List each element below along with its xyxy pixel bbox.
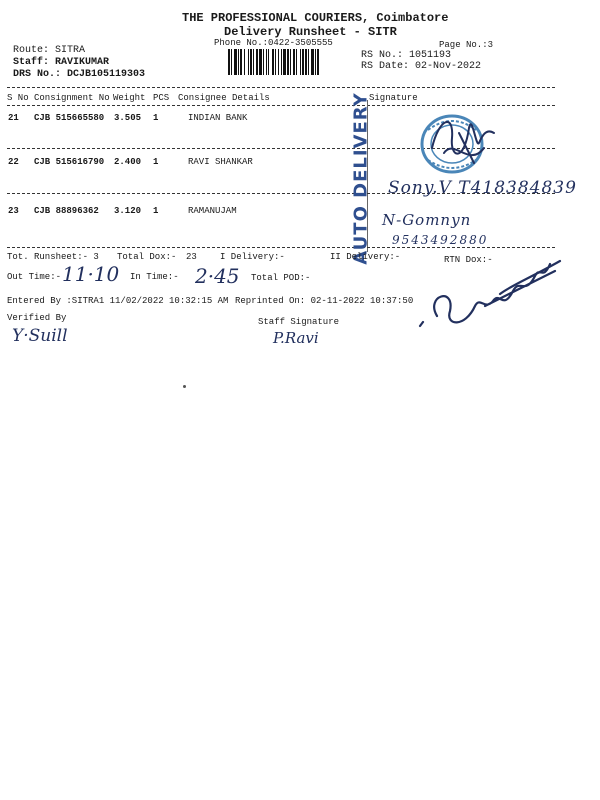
rs-date: RS Date: 02-Nov-2022 [361, 61, 482, 72]
barcode-bar [293, 49, 295, 75]
row-consignee: RAVI SHANKAR [188, 157, 253, 167]
row-weight: 3.120 [114, 206, 142, 216]
verified-by-label: Verified By [7, 313, 67, 323]
ii-delivery: II Delivery:- [330, 252, 401, 262]
row-pcs: 1 [153, 157, 159, 167]
col-consignment: Consignment No [34, 93, 110, 103]
barcode-bar [263, 49, 264, 75]
out-time-label: Out Time:- [7, 272, 62, 282]
signature-scribble [424, 108, 504, 178]
row-consignment: CJB 515665580 [34, 113, 105, 123]
rs-number: RS No.: 1051193 [361, 50, 452, 61]
barcode-bar [256, 49, 258, 75]
ink-dot [183, 385, 186, 388]
row23-phone: 9543492880 [392, 233, 489, 247]
barcode-bar [238, 49, 239, 75]
i-delivery: I Delivery:- [220, 252, 285, 262]
row-pcs: 1 [153, 206, 159, 216]
barcode-bar [305, 49, 307, 75]
col-consignee: Consignee Details [178, 93, 270, 103]
barcode-bar [317, 49, 319, 75]
row23-name: N-Gomnyn [382, 211, 472, 229]
barcode [228, 49, 354, 75]
row-sno: 22 [8, 157, 19, 167]
phone-number: Phone No.:0422-3505555 [214, 38, 333, 48]
total-pod: Total POD:- [251, 273, 311, 283]
barcode-bar [308, 49, 309, 75]
col-pcs: PCS [153, 93, 170, 103]
barcode-bar [248, 49, 249, 75]
barcode-bar [234, 49, 237, 75]
barcode-bar [311, 49, 314, 75]
row-consignment: CJB 515616790 [34, 157, 105, 167]
col-sno: S No [7, 93, 29, 103]
barcode-bar [302, 49, 304, 75]
barcode-bar [281, 49, 282, 75]
col-signature: Signature [369, 93, 418, 103]
barcode-bar [278, 49, 279, 75]
in-time-value: 2·45 [195, 264, 240, 288]
barcode-bar [266, 49, 267, 75]
row-consignee: INDIAN BANK [188, 113, 248, 123]
company-name: THE PROFESSIONAL COURIERS, Coimbatore [182, 11, 449, 25]
barcode-bar [275, 49, 276, 75]
col-weight: Weight [113, 93, 146, 103]
divider [7, 105, 555, 106]
barcode-bar [259, 49, 262, 75]
row-weight: 2.400 [114, 157, 142, 167]
in-time-label: In Time:- [130, 272, 179, 282]
route-label: Route: SITRA [13, 45, 86, 56]
verified-signature: Y·Suill [12, 326, 68, 346]
row22-signature: Sony.V T418384839 [388, 178, 577, 198]
rtn-dox: RTN Dox:- [444, 255, 493, 265]
barcode-bar [240, 49, 242, 75]
barcode-bar [250, 49, 252, 75]
staff-signature-label: Staff Signature [258, 317, 340, 327]
total-dox-label: Total Dox:- [117, 252, 177, 262]
barcode-bar [300, 49, 301, 75]
row-sno: 23 [8, 206, 19, 216]
barcode-bar [231, 49, 232, 75]
divider [7, 247, 555, 248]
barcode-bar [287, 49, 289, 75]
page-number: Page No.:3 [439, 40, 494, 50]
staff-label: Staff: RAVIKUMAR [13, 57, 110, 68]
drs-number: DRS No.: DCJB105119303 [13, 69, 146, 80]
divider [7, 87, 555, 88]
barcode-bar [283, 49, 286, 75]
barcode-bar [315, 49, 316, 75]
auto-delivery-stamp: AUTO DELIVERY [350, 92, 372, 265]
row-weight: 3.505 [114, 113, 142, 123]
reprinted-on: Reprinted On: 02-11-2022 10:37:50 [235, 296, 414, 306]
entered-by: Entered By :SITRA1 11/02/2022 10:32:15 AM [7, 296, 229, 306]
barcode-bar [296, 49, 297, 75]
tot-runsheet: Tot. Runsheet:- 3 [7, 252, 99, 262]
staff-signature: P.Ravi [273, 329, 319, 347]
out-time-value: 11·10 [62, 262, 120, 286]
barcode-bar [228, 49, 230, 75]
barcode-bar [253, 49, 254, 75]
row-consignment: CJB 88896362 [34, 206, 99, 216]
document-title: Delivery Runsheet - SITR [224, 25, 397, 39]
total-dox-value: 23 [186, 252, 197, 262]
row-sno: 21 [8, 113, 19, 123]
barcode-bar [290, 49, 291, 75]
row-consignee: RAMANUJAM [188, 206, 237, 216]
barcode-bar [268, 49, 269, 75]
barcode-bar [244, 49, 245, 75]
large-signature [415, 256, 565, 336]
row-pcs: 1 [153, 113, 159, 123]
barcode-bar [272, 49, 274, 75]
